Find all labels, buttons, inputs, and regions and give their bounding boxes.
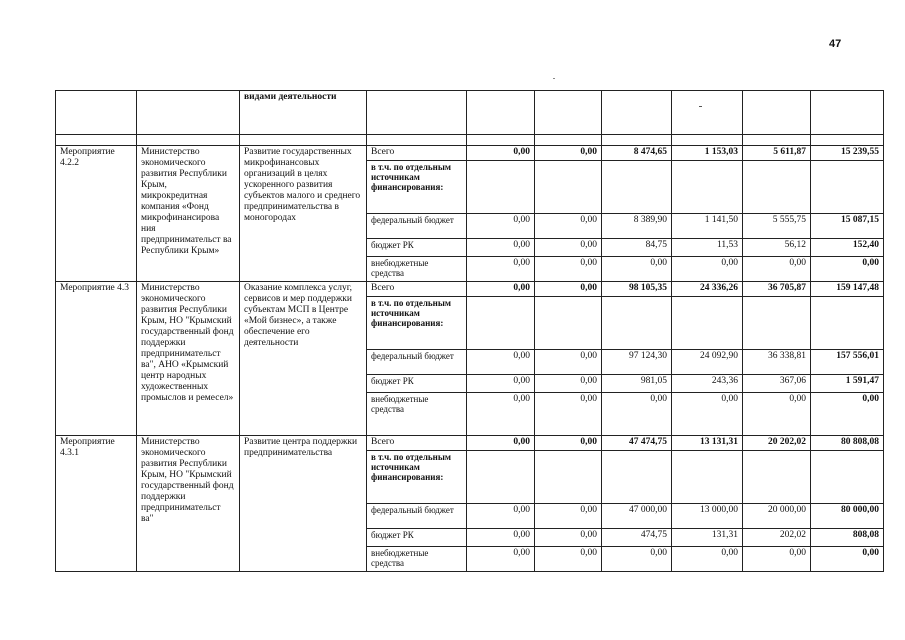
amount-cell: 0,00: [467, 436, 535, 451]
amount-cell: 0,00: [467, 350, 535, 375]
amount-cell: 24 092,90: [672, 350, 743, 375]
funding-table: [55, 90, 884, 572]
amount-cell: [535, 451, 602, 504]
amount-cell: 84,75: [602, 239, 672, 257]
measure-id: Мероприятие 4.3.1: [56, 436, 137, 572]
amount-cell: 24 336,26: [672, 282, 743, 297]
amount-cell: 0,00: [535, 375, 602, 393]
funding-source: федеральный бюджет: [367, 350, 467, 375]
amount-cell: 157 556,01: [811, 350, 884, 375]
measure-id: Мероприятие 4.2.2: [56, 146, 137, 282]
amount-cell: [811, 451, 884, 504]
amount-cell: 0,00: [467, 375, 535, 393]
amount-cell: 0,00: [467, 547, 535, 572]
amount-cell: 20 202,02: [743, 436, 811, 451]
amount-cell: [535, 161, 602, 214]
amount-cell: [602, 161, 672, 214]
amount-cell: 0,00: [535, 393, 602, 436]
page-number: 47: [829, 38, 842, 50]
amount-cell: 0,00: [535, 436, 602, 451]
amount-cell: 47 000,00: [602, 504, 672, 529]
amount-cell: 0,00: [672, 547, 743, 572]
amount-cell: 474,75: [602, 529, 672, 547]
amount-cell: 0,00: [811, 393, 884, 436]
funding-source: бюджет РК: [367, 529, 467, 547]
funding-source: Всего: [367, 146, 467, 161]
description-cell: Развитие государственных микрофинансовых организаций в целях ускоренного развития субъектов малого и среднего предпринимательства в моногородах: [240, 146, 367, 282]
amount-cell: 20 000,00: [743, 504, 811, 529]
amount-cell: 243,36: [672, 375, 743, 393]
executor-cell: Министерство экономического развития Республики Крым, НО "Крымский государственный фонд поддержки предпринимательст ва": [137, 436, 240, 572]
amount-cell: 0,00: [467, 146, 535, 161]
amount-cell: 202,02: [743, 529, 811, 547]
amount-cell: 0,00: [467, 239, 535, 257]
amount-cell: 0,00: [535, 547, 602, 572]
funding-source: в т.ч. по отдельным источникам финансирования:: [367, 297, 467, 350]
amount-cell: 36 338,81: [743, 350, 811, 375]
amount-cell: 0,00: [672, 257, 743, 282]
amount-cell: 152,40: [811, 239, 884, 257]
amount-cell: [467, 161, 535, 214]
amount-cell: 0,00: [602, 547, 672, 572]
amount-cell: 367,06: [743, 375, 811, 393]
amount-cell: [535, 297, 602, 350]
amount-cell: 0,00: [535, 239, 602, 257]
amount-cell: 0,00: [535, 529, 602, 547]
amount-cell: [672, 297, 743, 350]
amount-cell: 0,00: [811, 547, 884, 572]
amount-cell: 0,00: [535, 214, 602, 239]
amount-cell: [672, 451, 743, 504]
amount-cell: [602, 297, 672, 350]
table-row: [56, 146, 884, 161]
amount-cell: 0,00: [535, 257, 602, 282]
amount-cell: 0,00: [535, 504, 602, 529]
amount-cell: 131,31: [672, 529, 743, 547]
amount-cell: [743, 161, 811, 214]
amount-cell: 80 000,00: [811, 504, 884, 529]
amount-cell: [743, 297, 811, 350]
amount-cell: 5 555,75: [743, 214, 811, 239]
measure-id: Мероприятие 4.3: [56, 282, 137, 436]
funding-source: внебюджетные средства: [367, 257, 467, 282]
amount-cell: [602, 451, 672, 504]
amount-cell: 8 389,90: [602, 214, 672, 239]
executor-cell: Министерство экономического развития Республики Крым, НО "Крымский государственный фонд поддержки предпринимательст ва", АНО «Крымский центр народных художественных промыслов и ремесел»: [137, 282, 240, 436]
amount-cell: 13 131,31: [672, 436, 743, 451]
amount-cell: 47 474,75: [602, 436, 672, 451]
table-row: [56, 282, 884, 297]
amount-cell: 0,00: [743, 257, 811, 282]
amount-cell: [811, 297, 884, 350]
amount-cell: 0,00: [467, 214, 535, 239]
executor-cell: Министерство экономического развития Республики Крым, микрокредитная компания «Фонд микрофинансирова ния предпринимательст ва Республики Крым»: [137, 146, 240, 282]
description-cell: Оказание комплекса услуг, сервисов и мер поддержки субъектам МСП в Центре «Мой бизнес», а также обеспечение его деятельности: [240, 282, 367, 436]
funding-source: в т.ч. по отдельным источникам финансирования:: [367, 451, 467, 504]
table-row-continued: [56, 91, 884, 135]
amount-cell: 0,00: [743, 393, 811, 436]
amount-cell: 0,00: [535, 146, 602, 161]
amount-cell: 0,00: [535, 282, 602, 297]
amount-cell: 808,08: [811, 529, 884, 547]
amount-cell: 0,00: [743, 547, 811, 572]
amount-cell: [467, 297, 535, 350]
funding-source: внебюджетные средства: [367, 547, 467, 572]
amount-cell: 0,00: [535, 350, 602, 375]
amount-cell: 0,00: [811, 257, 884, 282]
funding-source: бюджет РК: [367, 375, 467, 393]
amount-cell: [811, 161, 884, 214]
amount-cell: 8 474,65: [602, 146, 672, 161]
funding-source: Всего: [367, 436, 467, 451]
amount-cell: 5 611,87: [743, 146, 811, 161]
amount-cell: 97 124,30: [602, 350, 672, 375]
amount-cell: 1 591,47: [811, 375, 884, 393]
amount-cell: 15 087,15: [811, 214, 884, 239]
table-spacer-row: [56, 135, 884, 146]
description-cell: Развитие центра поддержки предпринимательства: [240, 436, 367, 572]
scan-artifact: [553, 78, 555, 79]
amount-cell: 15 239,55: [811, 146, 884, 161]
amount-cell: [672, 161, 743, 214]
amount-cell: 0,00: [602, 393, 672, 436]
funding-source: федеральный бюджет: [367, 504, 467, 529]
amount-cell: 0,00: [602, 257, 672, 282]
amount-cell: 159 147,48: [811, 282, 884, 297]
funding-source: в т.ч. по отдельным источникам финансирования:: [367, 161, 467, 214]
amount-cell: 981,05: [602, 375, 672, 393]
amount-cell: 1 141,50: [672, 214, 743, 239]
amount-cell: 36 705,87: [743, 282, 811, 297]
amount-cell: 11,53: [672, 239, 743, 257]
amount-cell: 1 153,03: [672, 146, 743, 161]
amount-cell: 0,00: [467, 393, 535, 436]
funding-source: Всего: [367, 282, 467, 297]
amount-cell: 0,00: [467, 504, 535, 529]
funding-source: бюджет РК: [367, 239, 467, 257]
description-continued: видами деятельности: [240, 91, 367, 135]
amount-cell: 13 000,00: [672, 504, 743, 529]
amount-cell: 80 808,08: [811, 436, 884, 451]
amount-cell: 0,00: [672, 393, 743, 436]
table-row: [56, 436, 884, 451]
amount-cell: 98 105,35: [602, 282, 672, 297]
amount-cell: 56,12: [743, 239, 811, 257]
funding-source: федеральный бюджет: [367, 214, 467, 239]
funding-source: внебюджетные средства: [367, 393, 467, 436]
amount-cell: [743, 451, 811, 504]
amount-cell: 0,00: [467, 257, 535, 282]
amount-cell: 0,00: [467, 282, 535, 297]
amount-cell: 0,00: [467, 529, 535, 547]
amount-cell: [467, 451, 535, 504]
